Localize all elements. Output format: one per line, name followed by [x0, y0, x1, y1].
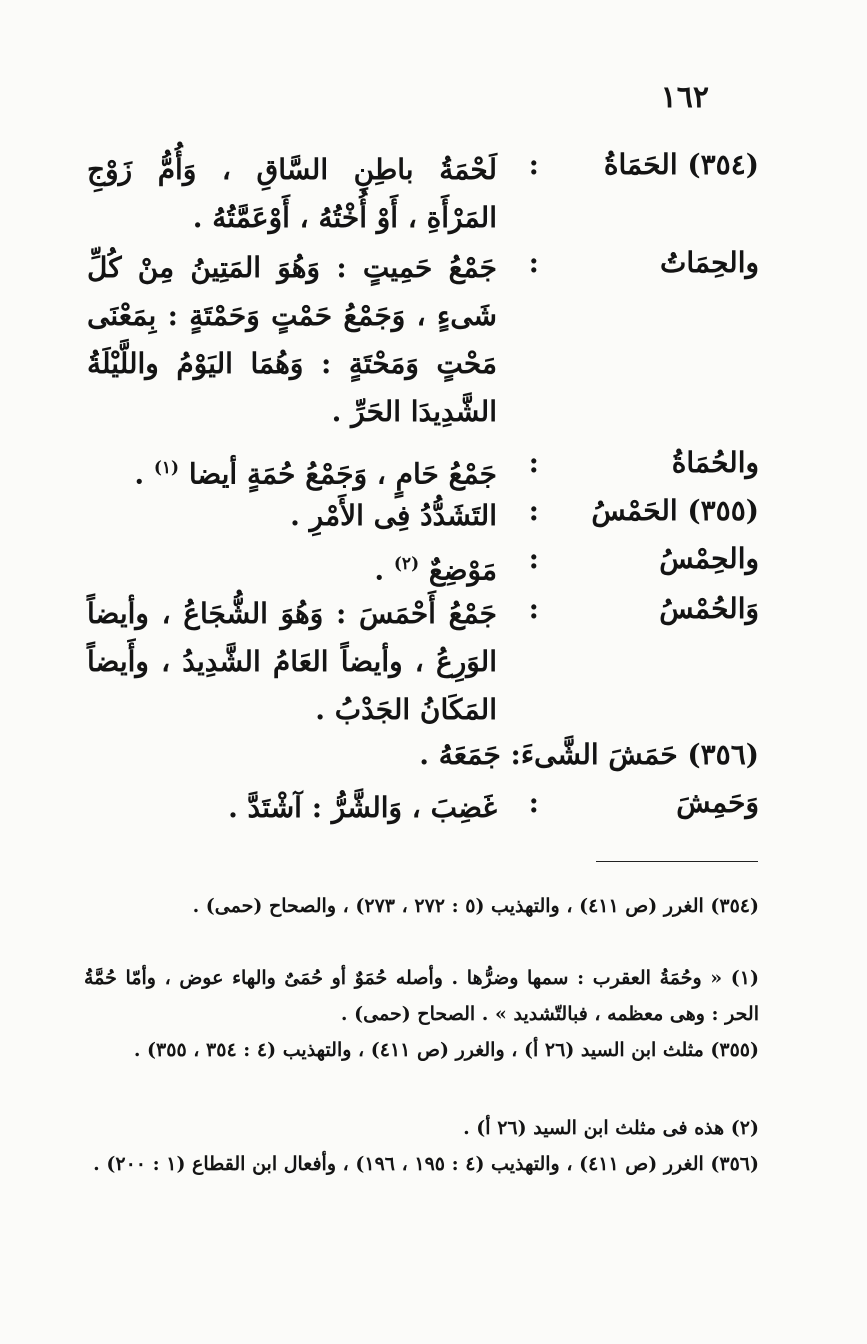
entry-definition-himat: جَمْعُ حَمِيتٍ : وَهُوَ المَتِينُ مِنْ كُلِّ شَىءٍ ، وَجَمْعُ حَمْتٍ وَحَمْتَةٍ : بِمَعْنَى مَحْتٍ وَمَحْتَةٍ : وَهُمَا اليَوْمُ واللَّيْلَةُ الشَّدِيدَا الحَرِّ .	[87, 251, 497, 428]
entry-definition-354: لَحْمَةُ باطِنِ السَّاقِ ، وَأُمُّ زَوْجِ المَرْأَةِ ، أَوْ أُخْتُهُ ، أَوْعَمَّتُهُ .	[87, 153, 497, 234]
entry-definition-humat	[77, 444, 497, 498]
footnote-355: (٣٥٥) مثلث ابن السيد (٢٦ أ) ، والغرر (ص ٤١١) ، والتهذيب (٤ : ٣٥٤ ، ٣٥٥) .	[133, 1039, 759, 1061]
entry-head-hims: والحِمْسُ	[659, 542, 759, 575]
entry-colon: :	[528, 446, 539, 479]
entry-head-355: (٣٥٥) الحَمْسُ	[591, 494, 759, 527]
entry-definition-hums: جَمْعُ أَحْمَسَ : وَهُوَ الشُّجَاعُ ، وأيضاً الوَرِعُ ، وأيضاً العَامُ الشَّدِيدُ ، وأَيضاً المَكَانُ الجَدْبُ .	[87, 597, 497, 726]
entry-colon: :	[528, 786, 539, 819]
entry-colon: :	[528, 494, 539, 527]
entry-definition-hamish: غَضِبَ ، وَالشَّرُّ : آشْتَدَّ .	[228, 791, 497, 824]
footnote-ref: (١)	[153, 458, 180, 478]
footnote-2: (٢) هذه فى مثلث ابن السيد (٢٦ أ) .	[463, 1117, 759, 1139]
definition-end: .	[134, 457, 145, 491]
footnote-356: (٣٥٦) الغرر (ص ٤١١) ، والتهذيب (٤ : ١٩٥ ، ١٩٦) ، وأفعال ابن القطاع (١ : ٢٠٠) .	[93, 1153, 759, 1175]
entry-colon: :	[528, 542, 539, 575]
entry-head-himat: والحِمَاتُ	[660, 246, 759, 279]
definition-text: جَمْعُ حَامٍ ، وَجَمْعُ حُمَةٍ أيضا	[188, 457, 497, 491]
entry-head-354: (٣٥٤) الحَمَاةُ	[603, 148, 759, 181]
entry-356: (٣٥٦) حَمَشَ الشَّىءَ: جَمَعَهُ .	[419, 738, 759, 771]
entry-head-hamish: وَحَمِشَ	[676, 786, 759, 819]
entry-colon: :	[528, 148, 539, 181]
page-number: ١٦٢	[660, 80, 709, 115]
definition-text: مَوْضِعٌ	[428, 553, 497, 587]
entry-definition-355: التَشَدُّدُ فِى الأَمْرِ .	[290, 499, 497, 532]
entry-head-humat: والحُمَاةُ	[671, 446, 759, 479]
footnote-divider	[596, 861, 758, 862]
entry-colon: :	[528, 592, 539, 625]
entry-colon: :	[528, 246, 539, 279]
entry-definition-hims	[87, 540, 497, 594]
footnote-354: (٣٥٤) الغرر (ص ٤١١) ، والتهذيب (٥ : ٢٧٢ ، ٢٧٣) ، والصحاح (حمى) .	[192, 895, 759, 917]
definition-end: .	[374, 553, 385, 587]
entry-head-hums: وَالحُمْسُ	[659, 592, 759, 625]
footnote-ref: (٢)	[393, 554, 420, 574]
footnote-1: (١) « وحُمَةُ العقرب : سمها وضرُّها . وأصله حُمَوٌ أو حُمَىٌ والهاء عوض ، وأمّا حُمَّةُ الحر : وهى معظمه ، فبالتّشديد » . الصحاح (حمى) .	[84, 967, 759, 1025]
